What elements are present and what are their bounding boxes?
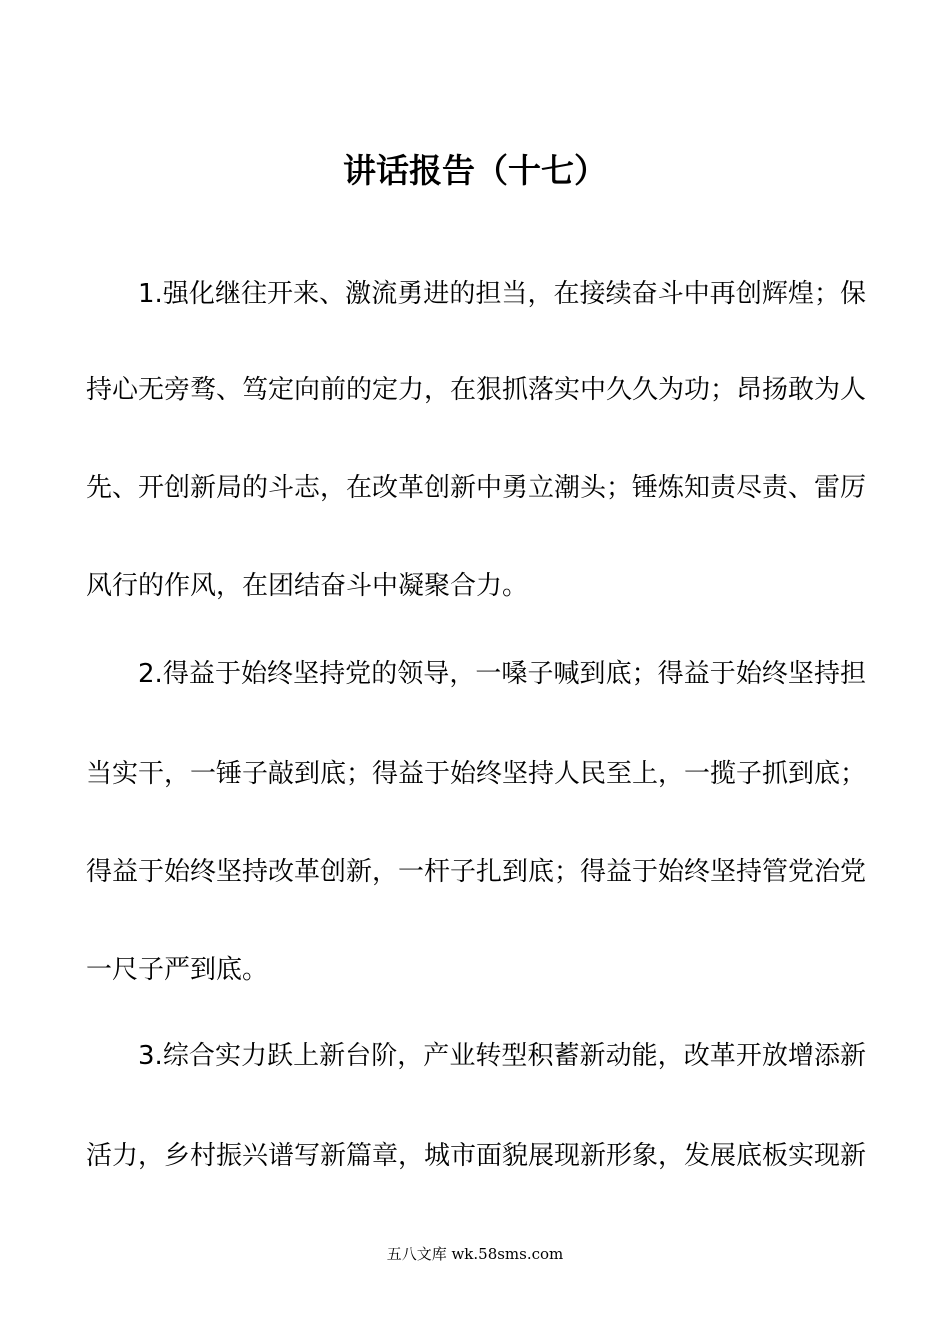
- paragraph-1-line-1: 1.强化继往开来、激流勇进的担当，在接续奋斗中再创辉煌；保: [138, 279, 866, 309]
- paragraph-3-line-2: 活力，乡村振兴谱写新篇章，城市面貌展现新形象，发展底板实现新: [86, 1141, 866, 1171]
- page-footer-watermark: 五八文库 wk.58sms.com: [386, 1245, 564, 1263]
- paragraph-1-line-4: 风行的作风，在团结奋斗中凝聚合力。: [86, 571, 529, 601]
- document-title: 讲话报告（十七）: [343, 151, 607, 190]
- paragraph-2-line-3: 得益于始终坚持改革创新，一杆子扎到底；得益于始终坚持管党治党: [86, 857, 866, 887]
- paragraph-2-line-4: 一尺子严到底。: [86, 955, 269, 985]
- paragraph-2-line-2: 当实干，一锤子敲到底；得益于始终坚持人民至上，一揽子抓到底；: [86, 759, 866, 789]
- paragraph-3-line-1: 3.综合实力跃上新台阶，产业转型积蓄新动能，改革开放增添新: [138, 1041, 866, 1071]
- paragraph-1-line-2: 持心无旁骛、笃定向前的定力，在狠抓落实中久久为功；昂扬敢为人: [86, 375, 866, 405]
- paragraph-2-line-1: 2.得益于始终坚持党的领导，一嗓子喊到底；得益于始终坚持担: [138, 659, 866, 689]
- paragraph-1-line-3: 先、开创新局的斗志，在改革创新中勇立潮头；锤炼知责尽责、雷厉: [86, 473, 866, 503]
